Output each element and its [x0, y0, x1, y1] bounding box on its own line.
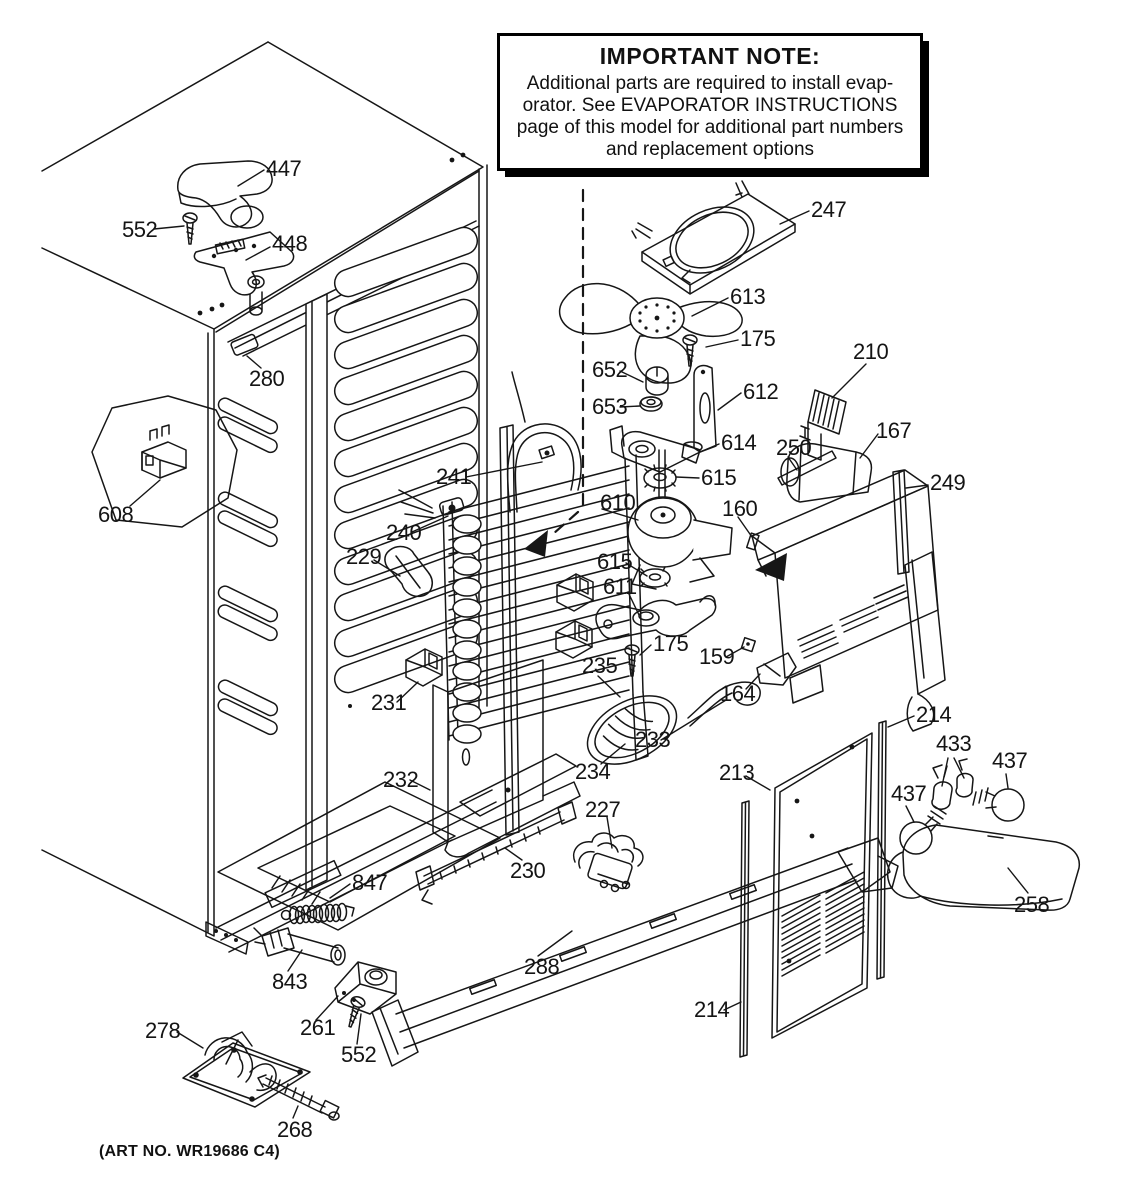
part-label-652: 652: [592, 357, 628, 382]
note-line: and replacement options: [605, 139, 815, 160]
part-227-harness: [574, 833, 643, 891]
part-label-610: 610: [600, 490, 636, 515]
part-label-241: 241: [436, 464, 472, 489]
cabinet-mullion: [306, 294, 327, 890]
part-label-447: 447: [266, 156, 302, 181]
note-title: IMPORTANT NOTE:: [599, 43, 821, 69]
part-280-clip: [230, 334, 258, 356]
part-261-bracket: [335, 962, 396, 1014]
part-label-230: 230: [510, 858, 546, 883]
part-230-heater-rail: [416, 802, 576, 904]
part-label-611: 611: [603, 574, 637, 599]
part-447-hinge-cover: [178, 161, 272, 228]
part-552-screw-top: [183, 213, 197, 244]
part-label-175b: 175: [653, 631, 689, 656]
part-278-hinge: [183, 1032, 310, 1107]
cabinet-floor: [206, 782, 500, 954]
part-label-288: 288: [524, 954, 560, 979]
part-label-227: 227: [585, 797, 621, 822]
part-label-278: 278: [145, 1018, 181, 1043]
important-note-box: [497, 33, 923, 171]
part-213-access-panel: [772, 733, 872, 1038]
part-label-258: 258: [1014, 892, 1050, 917]
part-label-214a: 214: [916, 702, 952, 727]
dashed-reference-line: [524, 190, 583, 557]
part-label-231: 231: [371, 690, 407, 715]
fan-assembly: [560, 181, 795, 676]
shelf-rails: [209, 396, 287, 737]
icemaker-assembly: [741, 390, 945, 731]
part-label-615a: 615: [701, 465, 737, 490]
part-label-433: 433: [936, 731, 972, 756]
part-label-175a: 175: [740, 326, 776, 351]
note-line: page of this model for additional part numbers: [516, 117, 904, 138]
note-line: orator. See EVAPORATOR INSTRUCTIONS: [522, 95, 898, 116]
part-label-214b: 214: [694, 997, 730, 1022]
part-label-653: 653: [592, 394, 628, 419]
part-label-235: 235: [582, 653, 618, 678]
part-label-261: 261: [300, 1015, 336, 1040]
part-label-159: 159: [699, 644, 735, 669]
cabinet-outline: [42, 42, 487, 936]
part-label-234: 234: [575, 759, 611, 784]
part-label-164: 164: [720, 681, 756, 706]
part-label-847: 847: [352, 870, 388, 895]
part-label-229: 229: [346, 544, 382, 569]
part-label-160: 160: [722, 496, 758, 521]
part-label-843: 843: [272, 969, 308, 994]
part-label-210: 210: [853, 339, 889, 364]
part-label-213: 213: [719, 760, 755, 785]
part-label-233: 233: [635, 727, 671, 752]
part-label-167: 167: [876, 418, 912, 443]
part-label-552a: 552: [122, 217, 158, 242]
part-label-280: 280: [249, 366, 285, 391]
part-label-612: 612: [743, 379, 779, 404]
part-label-437b: 437: [992, 748, 1028, 773]
art-number: (ART NO. WR19686 C4): [99, 1143, 280, 1160]
part-label-615b: 615: [597, 549, 633, 574]
part-label-250: 250: [776, 435, 812, 460]
part-label-448: 448: [272, 231, 308, 256]
note-line: Additional parts are required to install evap-: [526, 73, 894, 94]
part-843-damper: [254, 928, 345, 965]
part-label-608: 608: [98, 502, 134, 527]
part-label-437a: 437: [891, 781, 927, 806]
part-label-232: 232: [383, 767, 419, 792]
part-label-268: 268: [277, 1117, 313, 1142]
part-label-552b: 552: [341, 1042, 377, 1067]
part-label-613: 613: [730, 284, 766, 309]
part-label-614: 614: [721, 430, 757, 455]
part-label-249: 249: [930, 470, 966, 495]
part-label-240: 240: [386, 520, 422, 545]
part-label-247: 247: [811, 197, 847, 222]
